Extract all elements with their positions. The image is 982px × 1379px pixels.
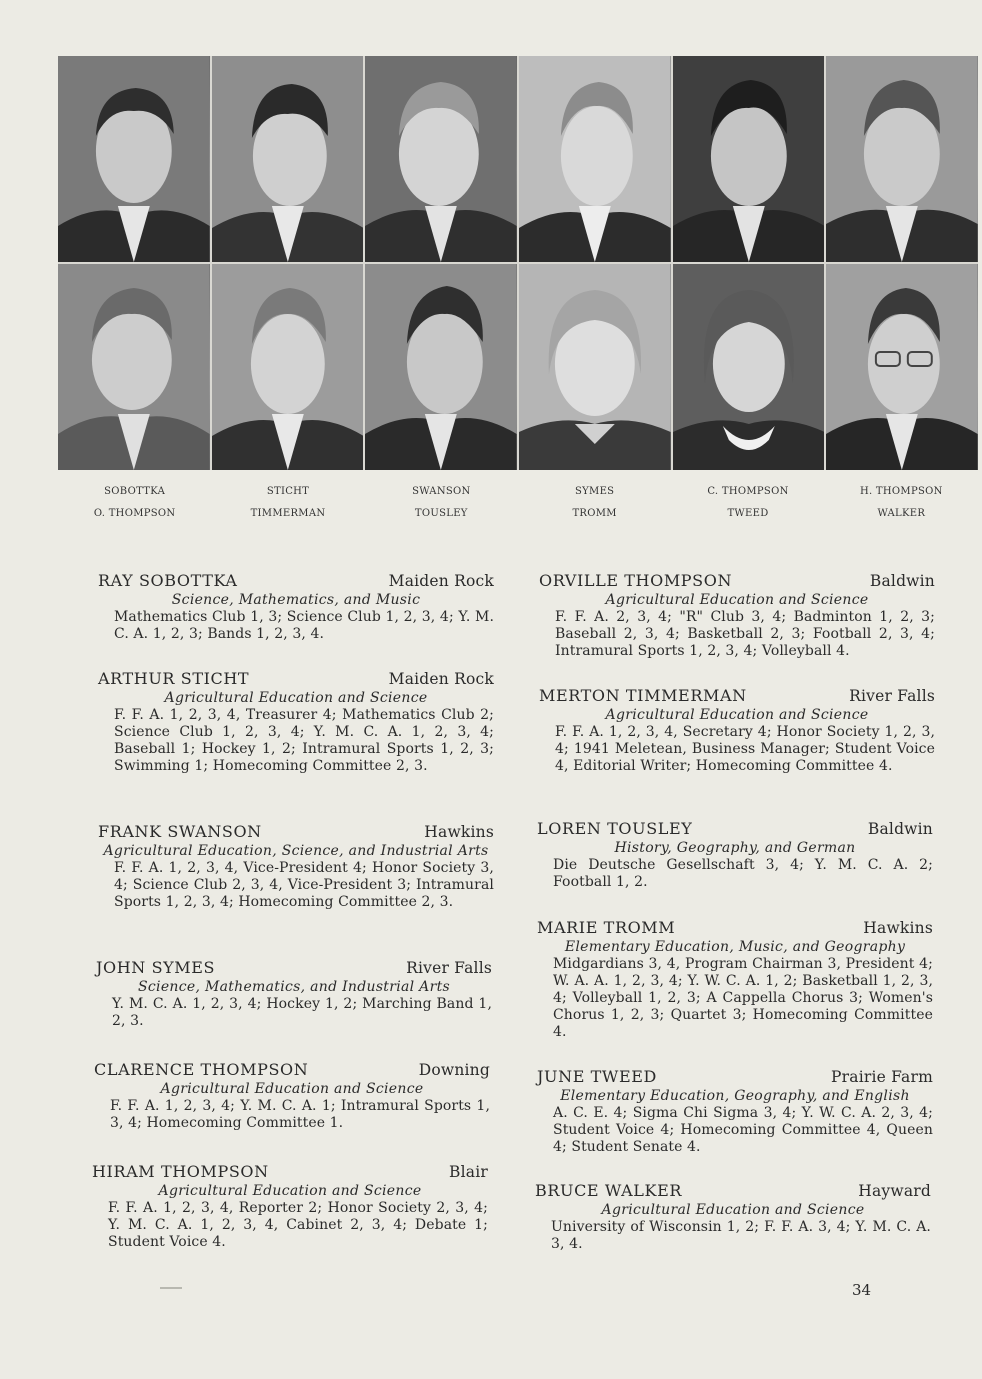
portrait-tweed bbox=[673, 264, 825, 470]
portrait-h-thompson bbox=[826, 56, 978, 262]
caption: TWEED bbox=[727, 508, 769, 519]
student-name: HIRAM THOMPSON bbox=[92, 1162, 269, 1181]
caption-row-top bbox=[58, 486, 978, 497]
student-entry bbox=[92, 1162, 488, 1251]
caption: WALKER bbox=[877, 508, 926, 519]
caption: SOBOTTKA bbox=[104, 486, 166, 497]
student-name: LOREN TOUSLEY bbox=[537, 819, 693, 838]
activities: F. F. A. 1, 2, 3, 4, Secretary 4; Honor Society 1, 2, 3, 4; 1941 Meletean, Business Manager; Student Voice 4, Editorial Writer; Homecoming Committee 4. bbox=[555, 724, 935, 774]
student-entry bbox=[98, 669, 494, 775]
student-entry bbox=[537, 819, 933, 891]
activities: University of Wisconsin 1, 2; F. F. A. 3, 4; Y. M. C. A. 3, 4. bbox=[551, 1219, 931, 1252]
activities: Die Deutsche Gesellschaft 3, 4; Y. M. C. A. 2; Football 1, 2. bbox=[553, 857, 933, 890]
student-entry bbox=[539, 571, 935, 660]
scan-mark bbox=[160, 1287, 182, 1289]
major: Science, Mathematics, and Industrial Arts bbox=[138, 979, 450, 995]
activities: Y. M. C. A. 1, 2, 3, 4; Hockey 1, 2; Marching Band 1, 2, 3. bbox=[112, 996, 492, 1029]
student-name: JOHN SYMES bbox=[96, 958, 216, 977]
student-entry bbox=[98, 571, 494, 643]
hometown: Blair bbox=[449, 1163, 488, 1181]
hometown: Baldwin bbox=[867, 820, 933, 838]
major: Agricultural Education and Science bbox=[601, 1202, 865, 1218]
activities: F. F. A. 1, 2, 3, 4, Reporter 2; Honor Society 2, 3, 4; Y. M. C. A. 1, 2, 3, 4, Cabinet 2, 3, 4; Debate 1; Student Voice 4. bbox=[108, 1200, 488, 1250]
caption: TROMM bbox=[572, 508, 617, 519]
student-entry bbox=[96, 958, 492, 1030]
portrait-tromm bbox=[519, 264, 671, 470]
activities: Mathematics Club 1, 3; Science Club 1, 2, 3, 4; Y. M. C. A. 1, 2, 3; Bands 1, 2, 3, 4. bbox=[114, 609, 494, 642]
major: Science, Mathematics, and Music bbox=[171, 592, 421, 608]
student-entry bbox=[535, 1181, 931, 1253]
activities: F. F. A. 1, 2, 3, 4, Treasurer 4; Mathematics Club 2; Science Club 1, 2, 3, 4; Y. M. C. A. 1, 2, 3, 4; Baseball 1; Hockey 1, 2; Intramural Sports 1, 2, 3; Swimming 1; Homecoming Committee 2, 3. bbox=[114, 707, 494, 774]
hometown: River Falls bbox=[406, 959, 492, 977]
caption: SYMES bbox=[574, 486, 615, 497]
activities: F. F. A. 2, 3, 4; "R" Club 3, 4; Badminton 1, 2, 3; Baseball 2, 3, 4; Basketball 2, 3; Football 2, 3, 4; Intramural Sports 1, 2, 3, 4; Volleyball 4. bbox=[555, 609, 935, 659]
caption: O. THOMPSON bbox=[93, 508, 176, 519]
hometown: Hawkins bbox=[863, 919, 933, 937]
student-name: CLARENCE THOMPSON bbox=[94, 1060, 309, 1079]
portrait-walker bbox=[826, 264, 978, 470]
activities: A. C. E. 4; Sigma Chi Sigma 3, 4; Y. W. C. A. 2, 3, 4; Student Voice 4; Homecoming Committee 4, Queen 4; Student Senate 4. bbox=[553, 1105, 933, 1155]
student-name: ARTHUR STICHT bbox=[98, 669, 250, 688]
student-name: BRUCE WALKER bbox=[535, 1181, 683, 1200]
caption: TIMMERMAN bbox=[250, 508, 326, 519]
portrait-o-thompson bbox=[58, 264, 210, 470]
hometown: Hawkins bbox=[424, 823, 494, 841]
caption: SWANSON bbox=[412, 486, 471, 497]
student-entry bbox=[537, 918, 933, 1041]
student-name: RAY SOBOTTKA bbox=[98, 571, 238, 590]
major: Agricultural Education, Science, and Industrial Arts bbox=[103, 843, 489, 859]
caption-row-bottom bbox=[58, 508, 978, 519]
major: Agricultural Education and Science bbox=[164, 690, 428, 706]
hometown: Maiden Rock bbox=[388, 670, 494, 688]
hometown: Hayward bbox=[858, 1182, 931, 1200]
portrait-sticht bbox=[212, 56, 364, 262]
student-entry bbox=[537, 1067, 933, 1156]
major: Elementary Education, Geography, and English bbox=[560, 1088, 910, 1104]
portrait-c-thompson bbox=[673, 56, 825, 262]
major: Agricultural Education and Science bbox=[605, 592, 869, 608]
student-name: FRANK SWANSON bbox=[98, 822, 262, 841]
student-name: ORVILLE THOMPSON bbox=[539, 571, 733, 590]
hometown: Baldwin bbox=[869, 572, 935, 590]
major: Elementary Education, Music, and Geography bbox=[564, 939, 906, 955]
major: Agricultural Education and Science bbox=[160, 1081, 424, 1097]
hometown: Downing bbox=[418, 1061, 490, 1079]
activities: F. F. A. 1, 2, 3, 4, Vice-President 4; Honor Society 3, 4; Science Club 2, 3, 4, Vice-President 3; Intramural Sports 1, 2, 3, 4; Homecoming Committee 2, 3. bbox=[114, 860, 494, 910]
portrait-grid bbox=[58, 56, 978, 470]
student-entry bbox=[94, 1060, 490, 1132]
major: Agricultural Education and Science bbox=[158, 1183, 422, 1199]
portrait-tousley bbox=[365, 264, 517, 470]
student-entry bbox=[98, 822, 494, 911]
portrait-symes bbox=[519, 56, 671, 262]
student-name: MARIE TROMM bbox=[537, 918, 676, 937]
student-name: MERTON TIMMERMAN bbox=[539, 686, 747, 705]
caption: C. THOMPSON bbox=[707, 486, 789, 497]
caption: TOUSLEY bbox=[414, 508, 468, 519]
student-name: JUNE TWEED bbox=[537, 1067, 657, 1086]
caption: STICHT bbox=[266, 486, 310, 497]
major: History, Geography, and German bbox=[614, 840, 856, 856]
caption: H. THOMPSON bbox=[859, 486, 943, 497]
student-entry bbox=[539, 686, 935, 775]
hometown: River Falls bbox=[849, 687, 935, 705]
portrait-timmerman bbox=[212, 264, 364, 470]
portrait-swanson bbox=[365, 56, 517, 262]
page-number: 34 bbox=[852, 1281, 872, 1299]
major: Agricultural Education and Science bbox=[605, 707, 869, 723]
activities: Midgardians 3, 4, Program Chairman 3, President 4; W. A. A. 1, 2, 3, 4; Y. W. C. A. 1, 2; Basketball 1, 2, 3, 4; Volleyball 1, 2, 3; A Cappella Chorus 3; Women's Chorus 1, 2, 3; Quartet 3; Homecoming Committee 4. bbox=[553, 956, 933, 1040]
portrait-sobottka bbox=[58, 56, 210, 262]
activities: F. F. A. 1, 2, 3, 4; Y. M. C. A. 1; Intramural Sports 1, 3, 4; Homecoming Committee 1. bbox=[110, 1098, 490, 1131]
hometown: Maiden Rock bbox=[388, 572, 494, 590]
hometown: Prairie Farm bbox=[831, 1068, 933, 1086]
